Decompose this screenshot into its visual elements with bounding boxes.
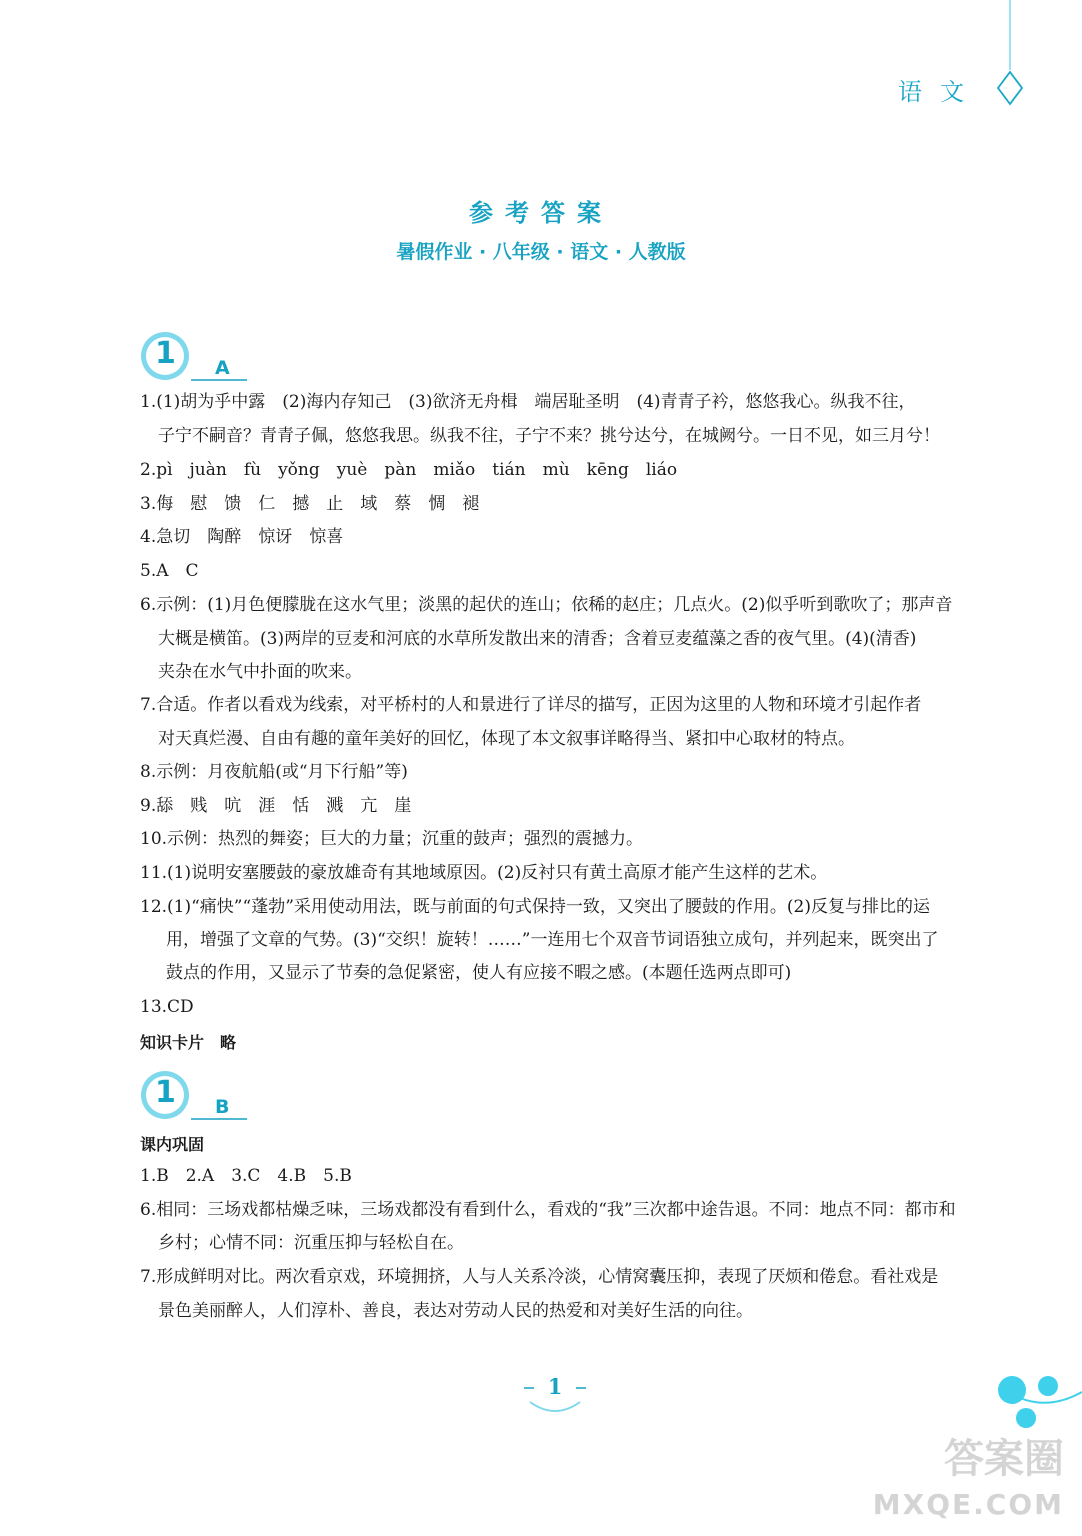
answer-line: 6.相同：三场戏都枯燥乏味，三场戏都没有看到什么，看戏的“我”三次都中途告退。不同：地点不同：都市和 — [140, 1200, 956, 1220]
section-a-number: 1 — [155, 336, 176, 371]
answer-line: 7.形成鲜明对比。两次看京戏，环境拥挤，人与人关系冷淡，心情窝囊压抑，表现了厌烦和倦怠。看社戏是 — [140, 1267, 939, 1287]
answer-line: 对天真烂漫、自由有趣的童年美好的回忆，体现了本文叙事详略得当、紧扣中心取材的特点。 — [158, 729, 855, 749]
page-title: 参考答案 — [469, 199, 613, 227]
page-subtitle: 暑假作业 · 八年级 · 语文 · 人教版 — [396, 241, 686, 263]
section-b-heading: 课内巩固 — [140, 1135, 205, 1154]
answer-line: 9.舔 贱 吭 涯 恬 溅 亢 崖 — [140, 796, 412, 816]
answer-line: 乡村；心情不同：沉重压抑与轻松自在。 — [158, 1233, 464, 1253]
page-number: 1 — [547, 1374, 563, 1399]
watermark-brand: 答案圈 — [944, 1436, 1064, 1482]
section-a-label: A — [215, 357, 230, 379]
answer-line: 景色美丽醉人，人们淳朴、善良，表达对劳动人民的热爱和对美好生活的向往。 — [158, 1301, 753, 1321]
answer-line: 3.侮 慰 馈 仁 撼 止 域 蔡 惆 褪 — [140, 494, 480, 514]
answer-line: 5.A C — [140, 561, 199, 581]
section-b-number: 1 — [155, 1075, 176, 1110]
answer-line: 6.示例：(1)月色便朦胧在这水气里；淡黑的起伏的连山；依稀的赵庄；几点火。(2)似乎听到歌吹了；那声音 — [140, 595, 953, 615]
section-a-badge — [135, 328, 255, 388]
knowledge-card: 知识卡片 略 — [140, 1033, 237, 1052]
answer-line: 1.B 2.A 3.C 4.B 5.B — [140, 1166, 352, 1186]
answer-line: 大概是横笛。(3)两岸的豆麦和河底的水草所发散出来的清香；含着豆麦蕴藻之香的夜气里。(4)(清香) — [158, 629, 917, 649]
answer-line: 12.(1)“痛快”“蓬勃”采用使动用法，既与前面的句式保持一致，又突出了腰鼓的作用。(2)反复与排比的运 — [140, 897, 930, 917]
answer-line: 13.CD — [140, 997, 194, 1017]
answer-line: 2.pì juàn fù yǒng yuè pàn miǎo tián mù kēng liáo — [140, 460, 678, 480]
answer-line: 8.示例：月夜航船(或“月下行船”等) — [140, 762, 408, 782]
answer-line: 子宁不嗣音？青青子佩，悠悠我思。纵我不往，子宁不来？挑兮达兮，在城阙兮。一日不见，如三月兮！ — [158, 426, 940, 446]
watermark — [873, 1436, 1064, 1528]
answer-line: 1.(1)胡为乎中露 (2)海内存知己 (3)欲济无舟楫 端居耻圣明 (4)青青子衿，悠悠我心。纵我不往， — [140, 392, 916, 412]
answer-line: 7.合适。作者以看戏为线索，对平桥村的人和景进行了详尽的描写，正因为这里的人物和环境才引起作者 — [140, 695, 922, 715]
answer-line: 10.示例：热烈的舞姿；巨大的力量；沉重的鼓声；强烈的震撼力。 — [140, 829, 644, 849]
subject-header: 语文 — [898, 78, 982, 106]
section-b-badge — [135, 1067, 255, 1127]
section-b-label: B — [215, 1096, 230, 1118]
answer-line: 11.(1)说明安塞腰鼓的豪放雄奇有其地域原因。(2)反衬只有黄土高原才能产生这样的艺术。 — [140, 863, 828, 883]
answer-line: 用，增强了文章的气势。(3)“交织！旋转！……”一连用七个双音节词语独立成句，并列起来，既突出了 — [166, 930, 939, 950]
answer-line: 鼓点的作用，又显示了节奏的急促紧密，使人有应接不暇之感。(本题任选两点即可) — [166, 963, 792, 983]
diamond-icon — [998, 72, 1022, 104]
watermark-url: MXQE.COM — [872, 1488, 1064, 1521]
answer-line: 4.急切 陶醉 惊讶 惊喜 — [140, 527, 344, 547]
bubble-decoration — [990, 1370, 1082, 1440]
answer-line: 夹杂在水气中扑面的吹来。 — [158, 662, 362, 682]
